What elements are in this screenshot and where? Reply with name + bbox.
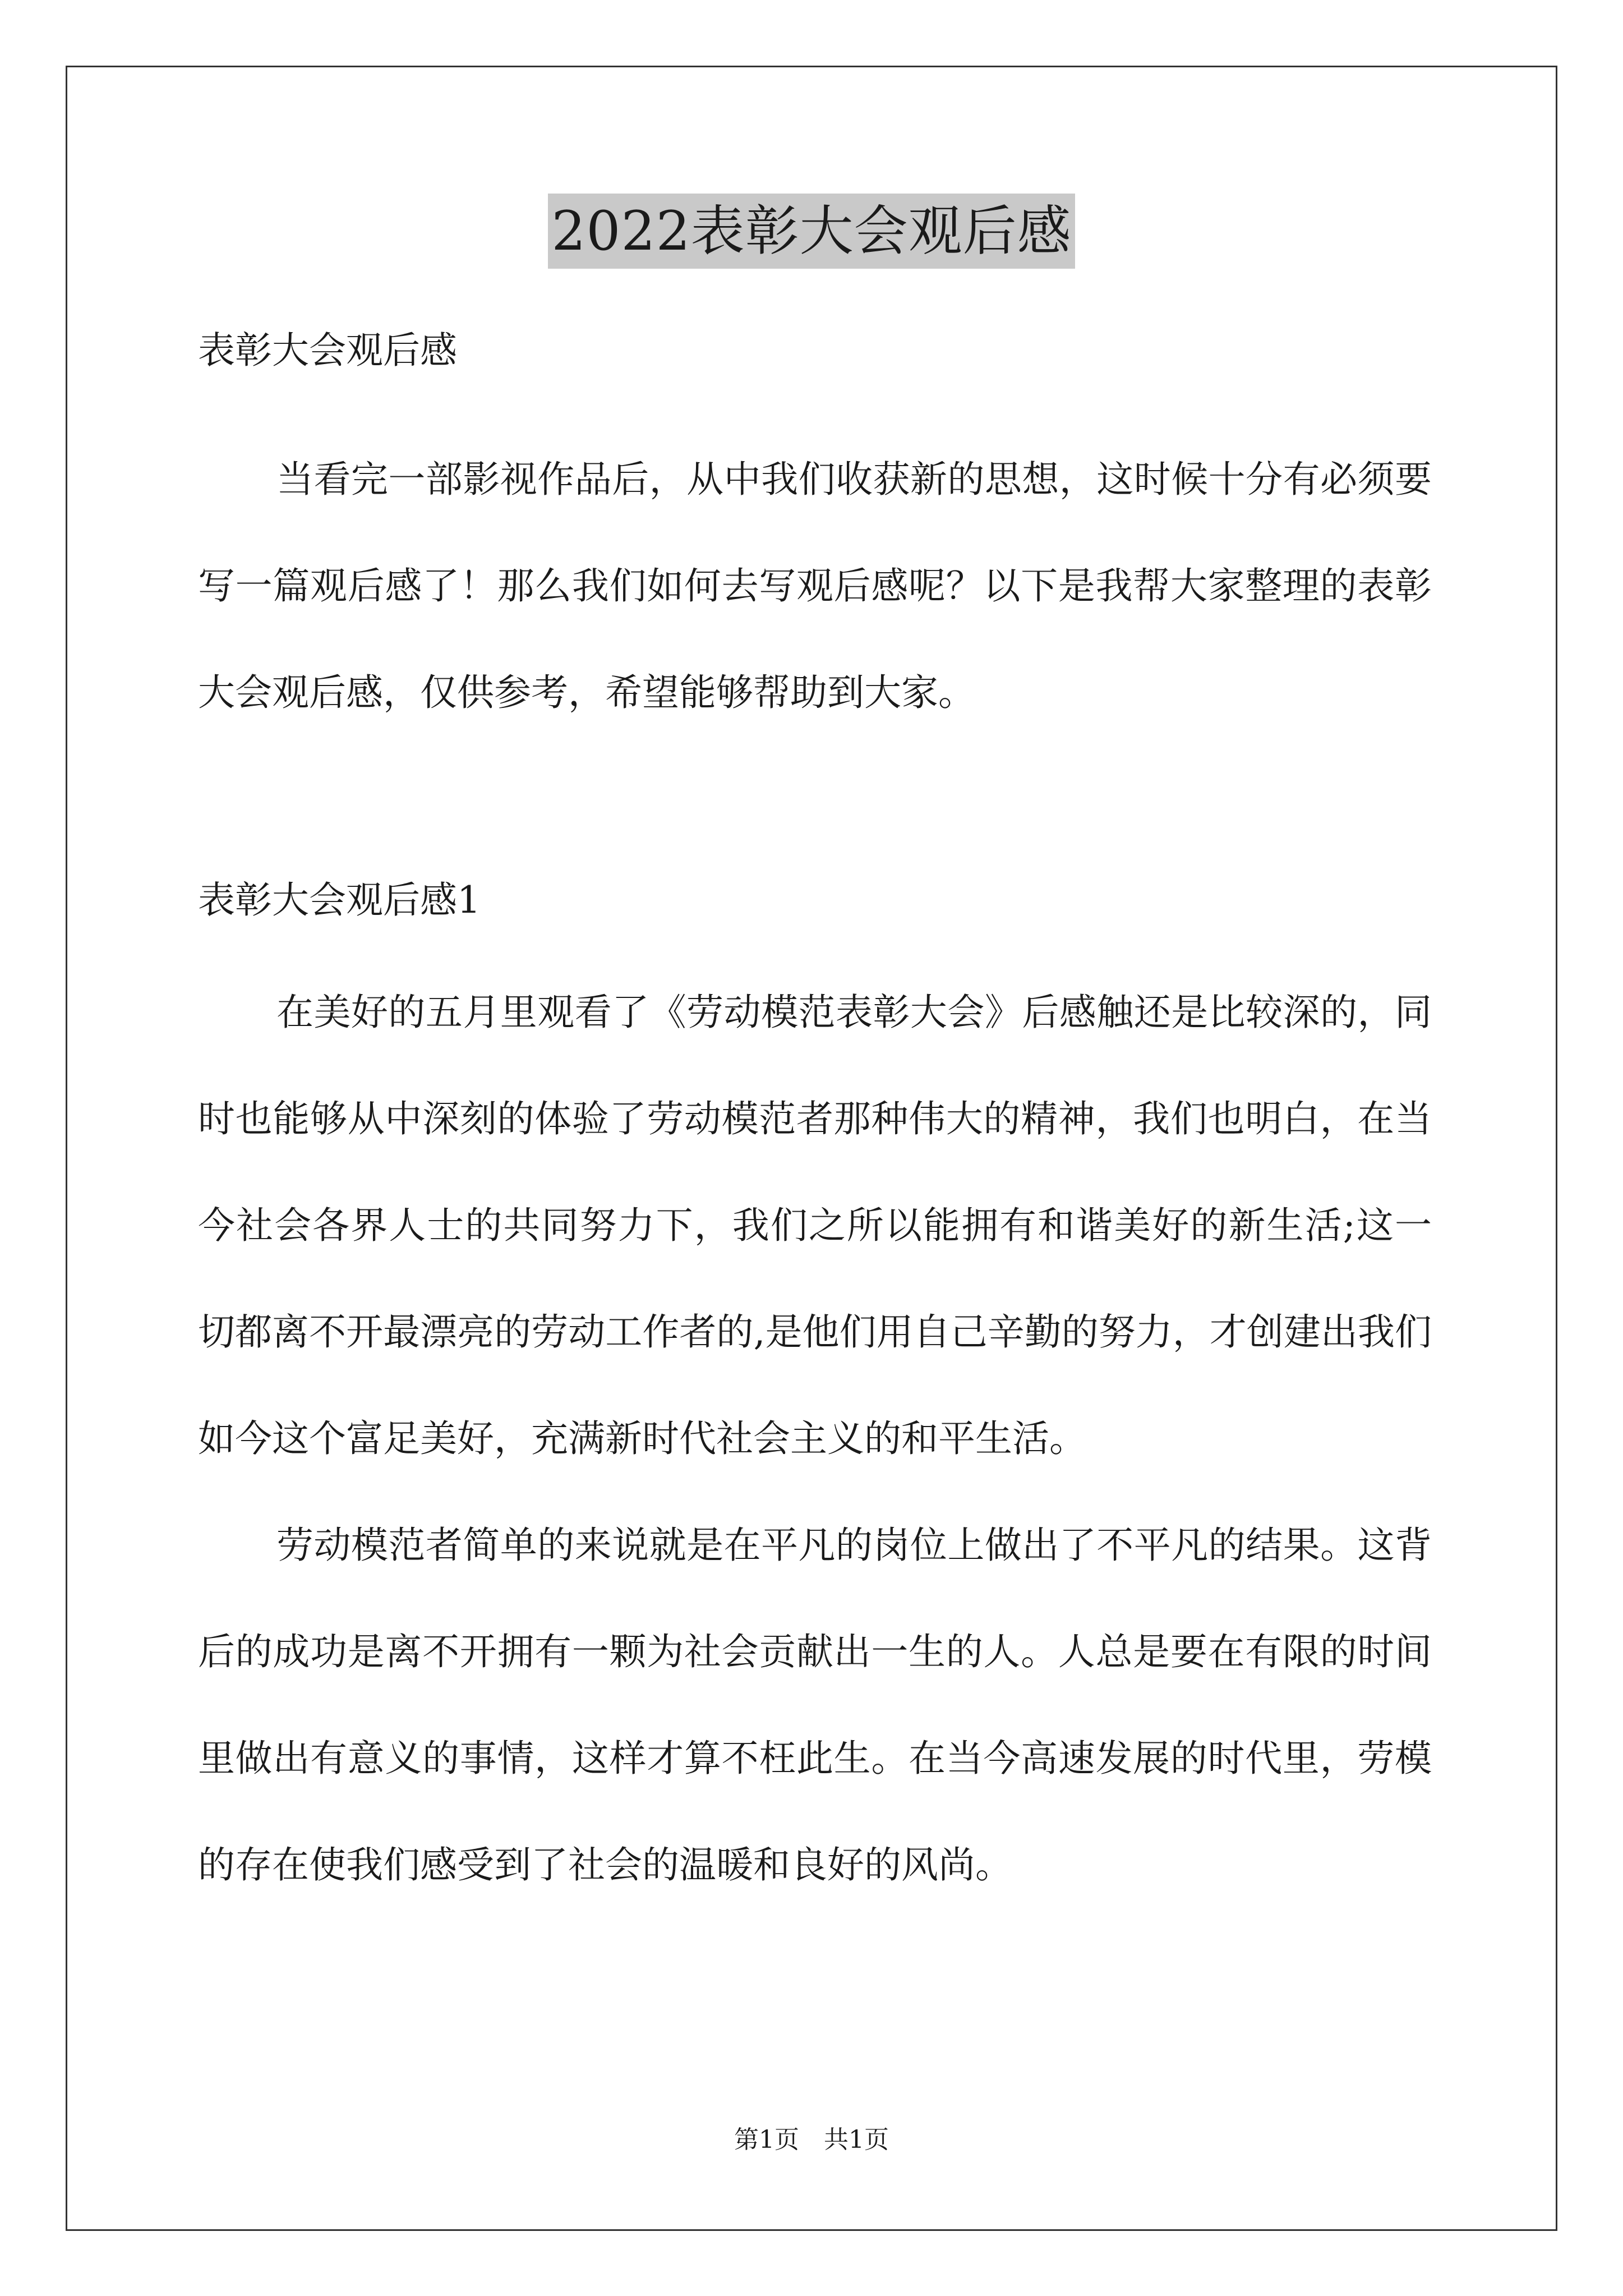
document-body [198,314,1432,1918]
page-number: 第1页 共1页 [734,2125,889,2154]
section-heading: 表彰大会观后感1 [198,878,481,922]
document-title: 2022表彰大会观后感 [548,194,1075,269]
page-footer [0,2123,1623,2157]
intro-heading: 表彰大会观后感 [198,329,457,372]
intro-paragraph: 当看完一部影视作品后，从中我们收获新的思想，这时候十分有必须要写一篇观后感了！那么我们如何去写观后感呢？以下是我帮大家整理的表彰大会观后感，仅供参考，希望能够帮助到大家。 [198,458,1432,714]
title-container [0,194,1623,269]
body-paragraph: 在美好的五月里观看了《劳动模范表彰大会》后感触还是比较深的，同时也能够从中深刻的体验了劳动模范者那种伟大的精神，我们也明白，在当今社会各界人士的共同努力下，我们之所以能拥有和谐美好的新生活;这一切都离不开最漂亮的劳动工作者的,是他们用自己辛勤的努力，才创建出我们如今这个富足美好，充满新时代社会主义的和平生活。 [198,991,1432,1460]
body-paragraph: 劳动模范者简单的来说就是在平凡的岗位上做出了不平凡的结果。这背后的成功是离不开拥有一颗为社会贡献出一生的人。人总是要在有限的时间里做出有意义的事情，这样才算不枉此生。在当今高速发展的时代里，劳模的存在使我们感受到了社会的温暖和良好的风尚。 [198,1524,1432,1887]
